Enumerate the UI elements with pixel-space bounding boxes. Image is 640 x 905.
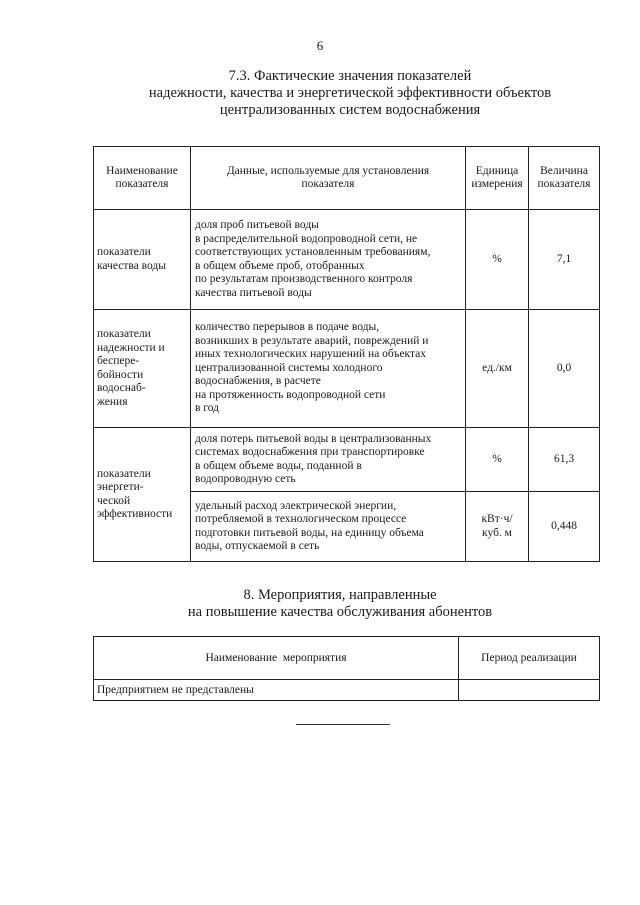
header-name: Наименование показателя [94, 147, 191, 210]
header-value: Величина показателя [529, 147, 600, 210]
table-header-row [94, 637, 600, 680]
indicator-name-quality: показатели качества воды [94, 210, 191, 310]
indicator-value-water-losses: 61,3 [529, 428, 600, 492]
indicator-unit-quality: % [466, 210, 529, 310]
page-number: 6 [316, 38, 324, 53]
indicator-unit-water-losses: % [466, 428, 529, 492]
indicator-name-energy: показатели энергети- ческой эффективности [94, 428, 191, 562]
table-row [94, 428, 600, 492]
table-header-row [94, 147, 600, 210]
header-data: Данные, используемые для установления показателя [191, 147, 466, 210]
divider-line [296, 724, 390, 725]
title-line: на повышение качества обслуживания абонентов [187, 604, 493, 620]
title-line: надежности, качества и энергетической эффективности объектов [148, 85, 552, 101]
title-line: 8. Мероприятия, направленные [243, 587, 437, 603]
indicator-value-electricity: 0,448 [529, 492, 600, 562]
indicator-name-reliability: показатели надежности и беспере- бойности водоснаб- жения [94, 310, 191, 428]
indicator-data-quality: доля проб питьевой воды в распределительной водопроводной сети, не соответствующих установленным требованиям, в общем объеме проб, отобранных по результатам производственного контроля качества питьевой воды [191, 210, 466, 310]
indicator-unit-reliability: ед./км [466, 310, 529, 428]
indicator-data-electricity: удельный расход электрической энергии, потребляемой в технологическом процессе подготовки питьевой воды, на единицу объема воды, отпускаемой в сеть [191, 492, 466, 562]
events-table [93, 636, 600, 701]
section-7-3-title [60, 68, 640, 119]
title-line: 7.3. Фактические значения показателей [228, 68, 472, 84]
indicator-value-reliability: 0,0 [529, 310, 600, 428]
table-row [94, 210, 600, 310]
event-period-cell [459, 680, 600, 701]
header-period: Период реализации [459, 637, 600, 680]
table-row [94, 680, 600, 701]
indicator-value-quality: 7,1 [529, 210, 600, 310]
title-line: централизованных систем водоснабжения [219, 102, 481, 118]
indicator-data-water-losses: доля потерь питьевой воды в централизованных системах водоснабжения при транспортировке в общем объеме воды, поданной в водопроводную сеть [191, 428, 466, 492]
header-unit: Единица измерения [466, 147, 529, 210]
header-event-name: Наименование мероприятия [94, 637, 459, 680]
event-name-cell: Предприятием не представлены [94, 680, 459, 701]
section-8-title [40, 587, 640, 621]
indicator-unit-electricity: кВт·ч/ куб. м [466, 492, 529, 562]
table-row [94, 310, 600, 428]
indicators-table [93, 146, 600, 562]
indicator-data-reliability: количество перерывов в подаче воды, возникших в результате аварий, повреждений и иных технологических нарушений на объектах централизованной системы холодного водоснабжения, в расчете на протяженность водопроводной сети в год [191, 310, 466, 428]
